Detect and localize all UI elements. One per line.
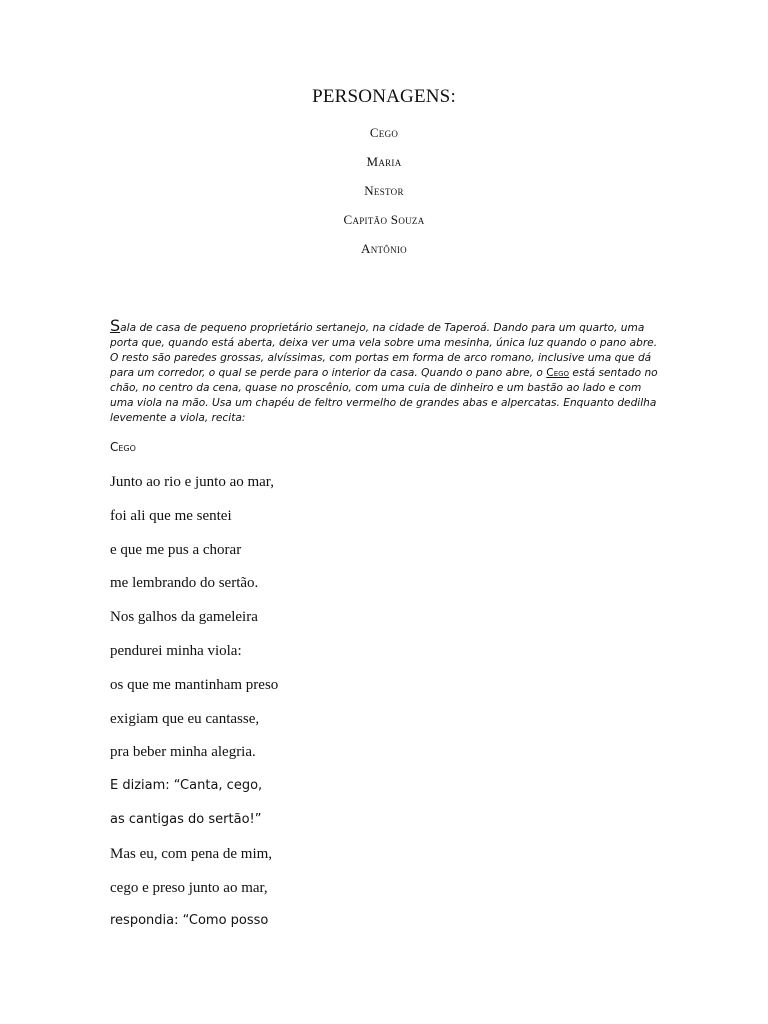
stage-direction-initial: S [110,316,121,335]
verse-list [110,472,670,945]
stage-direction-text-continued: está sentado no chão, no centro da cena, quase no proscênio, com uma cuia de dinheiro e um bastão ao lado e com uma viola na mão. Usa um chapéu de feltro vermelho de grandes abas e alpercatas. Enquanto dedilha levemente a viola, recita: [110,367,658,424]
verse-line: os que me mantinham preso [110,676,279,693]
verse-line: pendurei minha viola: [110,642,242,659]
stage-direction-text: ala de casa de pequeno proprietário sertanejo, na cidade de Taperoá. Dando para um quarto, uma porta que, quando está aberta, deixa ver uma vela sobre uma mesinha, única luz quando o pano abre. O resto são paredes grossas, alvíssimas, com portas em forma de arco romano, inclusive uma que dá para um corredor, o qual se perde para o interior da casa. Quando o pano abre, o [110,322,658,379]
verse-line: Mas eu, com pena de mim, [110,845,273,862]
character-name: Cego [369,125,399,140]
verse-line: Nos galhos da gameleira [110,609,258,626]
verse-line: me lembrando do sertão. [110,575,259,592]
character-name: Capitão Souza [343,212,425,227]
character-name: Nestor [364,183,404,198]
page-title: PERSONAGENS: [312,86,456,107]
verse-line: respondia: “Como posso [110,913,269,929]
character-name: Antônio [361,241,407,256]
verse-line: cego e preso junto ao mar, [110,879,268,896]
verse-line: foi ali que me sentei [110,507,232,524]
verse-line: e que me pus a chorar [110,541,242,558]
verse-line: exigiam que eu cantasse, [110,710,260,727]
verse-line: Junto ao rio e junto ao mar, [110,474,274,490]
stage-direction-character-ref: Cego [546,367,570,379]
verse-line: as cantigas do sertão!” [110,811,262,827]
character-name: Maria [366,154,402,169]
speaker-label: Cego [110,440,136,454]
verse-line: E diziam: “Canta, cego, [110,778,263,794]
character-list [0,124,768,269]
verse-line: pra beber minha alegria. [110,744,256,761]
stage-direction [110,318,666,426]
